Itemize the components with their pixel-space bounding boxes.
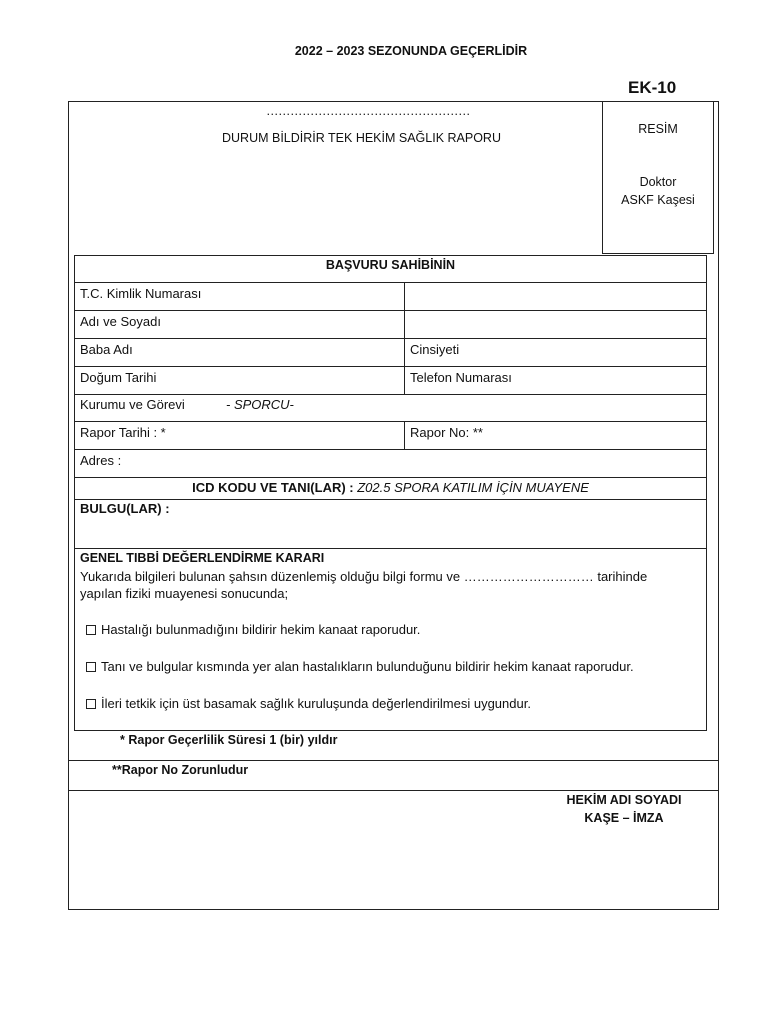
annex-label: EK-10: [628, 78, 677, 97]
photo-stamp-box: [602, 101, 714, 254]
validity-note: * Rapor Geçerlilik Süresi 1 (bir) yıldır: [120, 733, 338, 747]
season-title: 2022 – 2023 SEZONUNDA GEÇERLİDİR: [294, 44, 528, 58]
tc-value-field[interactable]: [405, 283, 706, 310]
icd-row: [74, 480, 707, 495]
icd-label: ICD KODU VE TANI(LAR) :: [192, 480, 354, 495]
icd-value: Z02.5 SPORA KATILIM İÇİN MUAYENE: [353, 480, 589, 495]
checkbox-icon[interactable]: [86, 699, 96, 709]
option-no-disease[interactable]: [86, 622, 420, 637]
phone-label: Telefon Numarası: [410, 370, 512, 385]
option-disease-present-label: Tanı ve bulgular kısmında yer alan hastalıkların bulunduğunu bildirir hekim kanaat raporudur.: [101, 659, 634, 674]
tc-label: T.C. Kimlik Numarası: [80, 286, 202, 301]
dotted-line: ……………………………………………: [266, 104, 470, 118]
findings-label: BULGU(LAR) :: [80, 501, 170, 516]
stamp-label-line1: Doktor: [639, 175, 677, 189]
name-label: Adı ve Soyadı: [80, 314, 161, 329]
institution-value: - SPORCU-: [226, 397, 294, 412]
name-value-field[interactable]: [405, 311, 706, 338]
report-date-label: Rapor Tarihi : *: [80, 425, 166, 440]
report-no-required-note: **Rapor No Zorunludur: [112, 763, 249, 777]
report-no-label: Rapor No: **: [410, 425, 483, 440]
doctor-name-label: HEKİM ADI SOYADI: [566, 793, 682, 807]
applicant-heading: BAŞVURU SAHİBİNİN: [325, 258, 456, 272]
gender-label: Cinsiyeti: [410, 342, 460, 357]
evaluation-intro-line1: Yukarıda bilgileri bulunan şahsın düzenlemiş olduğu bilgi formu ve ………………………… tarihinde: [80, 569, 648, 584]
photo-label: RESİM: [638, 122, 678, 136]
option-further-tests-label: İleri tetkik için üst basamak sağlık kuruluşunda değerlendirilmesi uygundur.: [101, 696, 531, 711]
option-no-disease-label: Hastalığı bulunmadığını bildirir hekim kanaat raporudur.: [101, 622, 421, 637]
stamp-label-line2: ASKF Kaşesi: [621, 193, 695, 207]
checkbox-icon[interactable]: [86, 625, 96, 635]
checkbox-icon[interactable]: [86, 662, 96, 672]
evaluation-intro-line2: yapılan fiziki muayenesi sonucunda;: [80, 586, 289, 601]
evaluation-heading: GENEL TIBBİ DEĞERLENDİRME KARARI: [80, 551, 325, 565]
father-name-label: Baba Adı: [80, 342, 133, 357]
birth-date-label: Doğum Tarihi: [80, 370, 157, 385]
form-title: DURUM BİLDİRİR TEK HEKİM SAĞLIK RAPORU: [222, 131, 501, 145]
stamp-signature-label: KAŞE – İMZA: [584, 811, 664, 825]
option-disease-present[interactable]: [86, 659, 634, 674]
address-label: Adres :: [80, 453, 122, 468]
option-further-tests[interactable]: [86, 696, 531, 711]
institution-label: Kurumu ve Görevi: [80, 397, 185, 412]
